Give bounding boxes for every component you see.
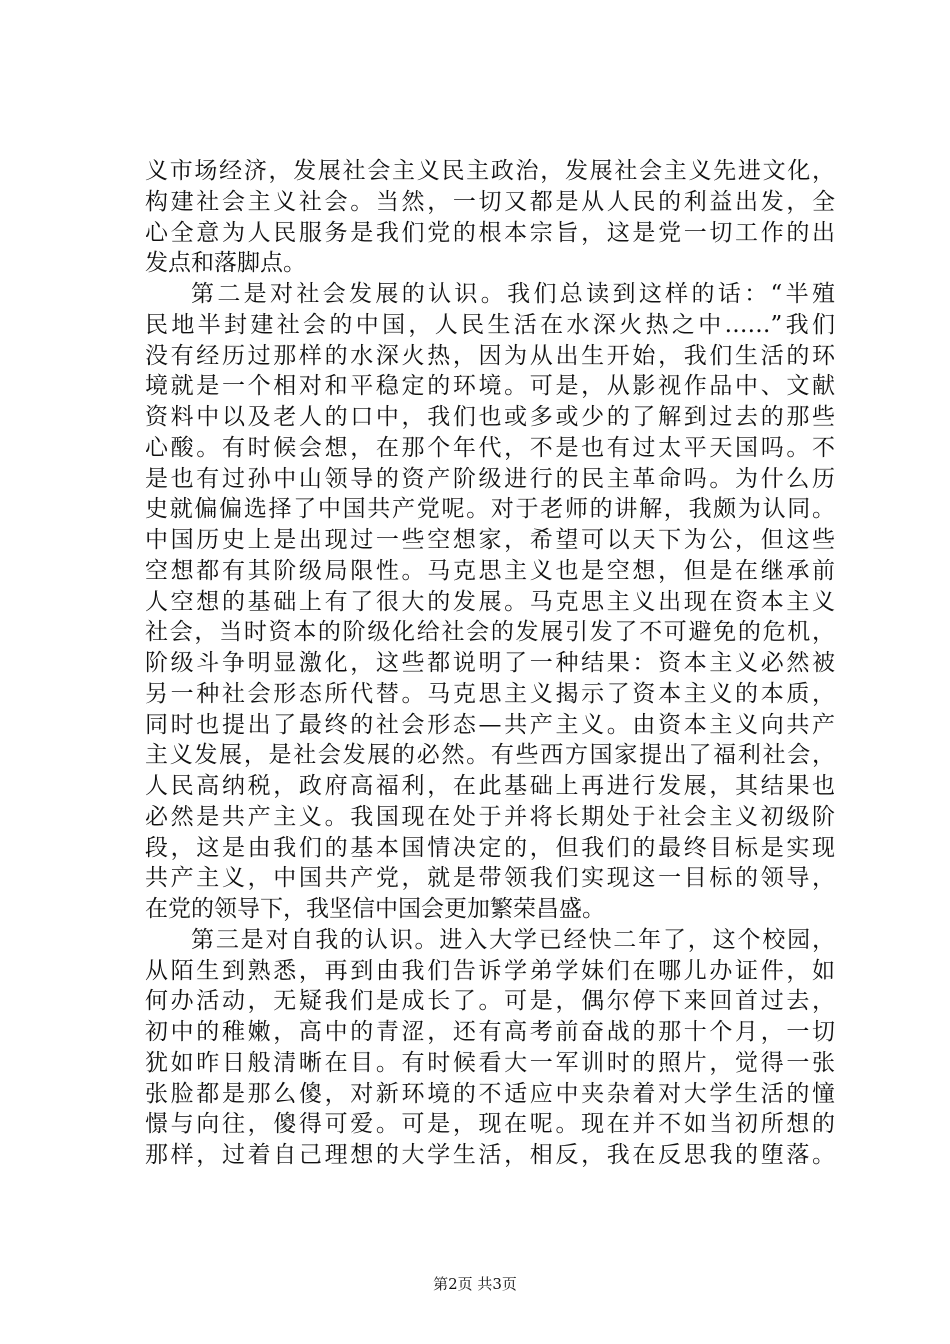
text-line: 构建社会主义社会。当然，一切又都是从人民的利益出发，全 (145, 188, 835, 215)
paragraph-start-line: 第二是对社会发展的认识。我们总读到这样的话：“半殖 (191, 281, 835, 307)
text-line: 人空想的基础上有了很大的发展。马克思主义出现在资本主义 (145, 588, 835, 615)
text-line: 没有经历过那样的水深火热，因为从出生开始，我们生活的环 (145, 342, 835, 369)
text-line: 从陌生到熟悉，再到由我们告诉学弟学妹们在哪儿办证件，如 (145, 957, 835, 984)
text-line: 主义发展，是社会发展的必然。有些西方国家提出了福利社会， (145, 742, 835, 769)
text-line: 在党的领导下，我坚信中国会更加繁荣昌盛。 (145, 896, 605, 922)
text-line: 资料中以及老人的口中，我们也或多或少的了解到过去的那些 (145, 404, 835, 430)
text-line: 境就是一个相对和平稳定的环境。可是，从影视作品中、文献 (145, 373, 835, 400)
text-line: 张脸都是那么傻，对新环境的不适应中夹杂着对大学生活的憧 (145, 1080, 835, 1107)
text-line: 是也有过孙中山领导的资产阶级进行的民主革命吗。为什么历 (145, 465, 835, 492)
text-line: 初中的稚嫩，高中的青涩，还有高考前奋战的那十个月，一切 (145, 1019, 835, 1045)
text-line: 段，这是由我们的基本国情决定的，但我们的最终目标是实现 (145, 834, 835, 861)
text-line: 人民高纳税，政府高福利，在此基础上再进行发展，其结果也 (145, 773, 835, 799)
text-line: 共产主义，中国共产党，就是带领我们实现这一目标的领导， (145, 865, 835, 892)
document-body (145, 156, 835, 1171)
text-line: 阶级斗争明显激化，这些都说明了一种结果：资本主义必然被 (145, 650, 835, 676)
text-line: 史就偏偏选择了中国共产党呢。对于老师的讲解，我颇为认同。 (145, 496, 835, 523)
text-line: 社会，当时资本的阶级化给社会的发展引发了不可避免的危机， (145, 619, 835, 646)
text-line: 民地半封建社会的中国，人民生活在水深火热之中……”我们 (145, 311, 835, 338)
text-line: 犹如昨日般清晰在目。有时候看大一军训时的照片，觉得一张 (145, 1049, 835, 1076)
text-line: 中国历史上是出现过一些空想家，希望可以天下为公，但这些 (145, 527, 835, 553)
text-line: 心全意为人民服务是我们党的根本宗旨，这是党一切工作的出 (145, 219, 835, 246)
text-line: 必然是共产主义。我国现在处于并将长期处于社会主义初级阶 (145, 803, 835, 830)
text-line: 心酸。有时候会想，在那个年代，不是也有过太平天国吗。不 (145, 434, 835, 461)
text-line: 那样，过着自己理想的大学生活，相反，我在反思我的堕落。 (145, 1142, 835, 1168)
text-line: 另一种社会形态所代替。马克思主义揭示了资本主义的本质， (145, 680, 835, 707)
text-line: 空想都有其阶级局限性。马克思主义也是空想，但是在继承前 (145, 557, 835, 584)
text-line: 同时也提出了最终的社会形态—共产主义。由资本主义向共产 (145, 711, 835, 738)
text-line: 义市场经济，发展社会主义民主政治，发展社会主义先进文化， (145, 158, 835, 184)
text-line: 何办活动，无疑我们是成长了。可是，偶尔停下来回首过去， (145, 988, 835, 1015)
text-line: 憬与向往，傻得可爱。可是，现在呢。现在并不如当初所想的 (145, 1111, 835, 1138)
text-line: 发点和落脚点。 (145, 250, 306, 277)
paragraph-start-line: 第三是对自我的认识。进入大学已经快二年了，这个校园， (191, 926, 835, 953)
page-number-footer: 第2页 共3页 (433, 1275, 517, 1293)
